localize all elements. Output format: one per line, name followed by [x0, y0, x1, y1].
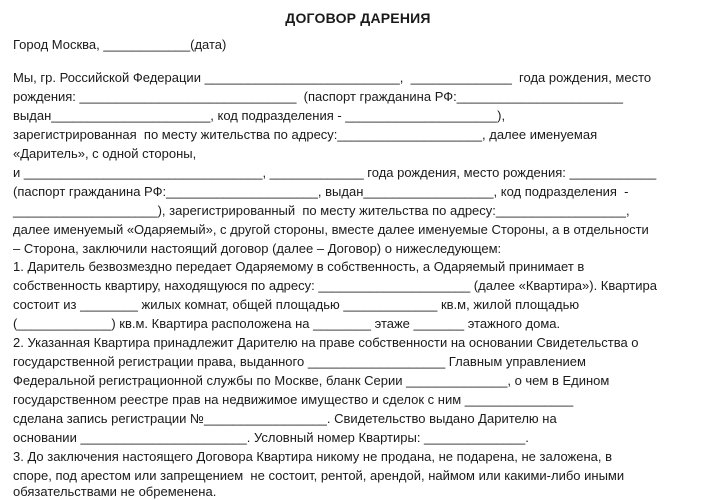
text-line: далее именуемый «Одаряемый», с другой стороны, вместе далее именуемые Стороны, а в отдельности	[13, 222, 649, 237]
text-line: состоит из ________ жилых комнат, общей площадью _____________ кв.м, жилой площадью	[13, 297, 580, 312]
text-line: 2. Указанная Квартира принадлежит Дарителю на праве собственности на основании Свидетельства о	[13, 335, 639, 350]
text-line: 3. До заключения настоящего Договора Квартира никому не продана, не подарена, не заложена, в	[13, 449, 612, 464]
text-line: «Даритель», с одной стороны,	[13, 146, 197, 161]
text-line: выдан______________________, код подразделения - _____________________),	[13, 108, 506, 123]
text-line: – Сторона, заключили настоящий договор (далее – Договор) о нижеследующем:	[13, 241, 502, 256]
text-line: ____________________), зарегистрированный по месту жительства по адресу:__________________,	[13, 203, 630, 218]
text-line: сделана запись регистрации №_________________. Свидетельство выдано Дарителю на	[13, 411, 557, 426]
text-line: 1. Даритель безвозмездно передает Одаряемому в собственность, а Одаряемый принимает в	[13, 259, 585, 274]
text-line: основании _______________________. Условный номер Квартиры: ______________.	[13, 430, 529, 445]
text-line: Город Москва, ____________(дата)	[13, 37, 227, 52]
text-line: государственном реестре прав на недвижимое имущество и сделок с ним _______________	[13, 392, 574, 407]
text-line: Федеральной регистрационной службы по Москве, бланк Серии ______________, о чем в Едином	[13, 373, 610, 388]
document-title: ДОГОВОР ДАРЕНИЯ	[285, 10, 431, 26]
text-line: обязательствами не обременена.	[13, 484, 217, 499]
text-line: зарегистрированная по месту жительства по адресу:____________________, далее именуемая	[13, 127, 598, 142]
text-line: (паспорт гражданина РФ:_____________________, выдан__________________, код подразделения -	[13, 184, 629, 199]
text-line: собственность квартиру, находящуюся по адресу: _____________________ (далее «Квартира»). Квартира	[13, 278, 657, 293]
text-line: Мы, гр. Российской Федерации ___________________________, ______________ года рождения, место	[13, 70, 652, 85]
text-line: споре, под арестом или запрещением не состоит, рентой, арендой, наймом или какими-либо иными	[13, 468, 625, 483]
text-line: рождения: ______________________________ (паспорт гражданина РФ:_______________________	[13, 89, 624, 104]
text-line: и _________________________________, _____________ года рождения, место рождения: ____________	[13, 165, 657, 180]
text-line: государственной регистрации права, выданного ___________________ Главным управлением	[13, 354, 586, 369]
text-line: (_____________) кв.м. Квартира расположена на ________ этаже _______ этажного дома.	[13, 316, 561, 331]
